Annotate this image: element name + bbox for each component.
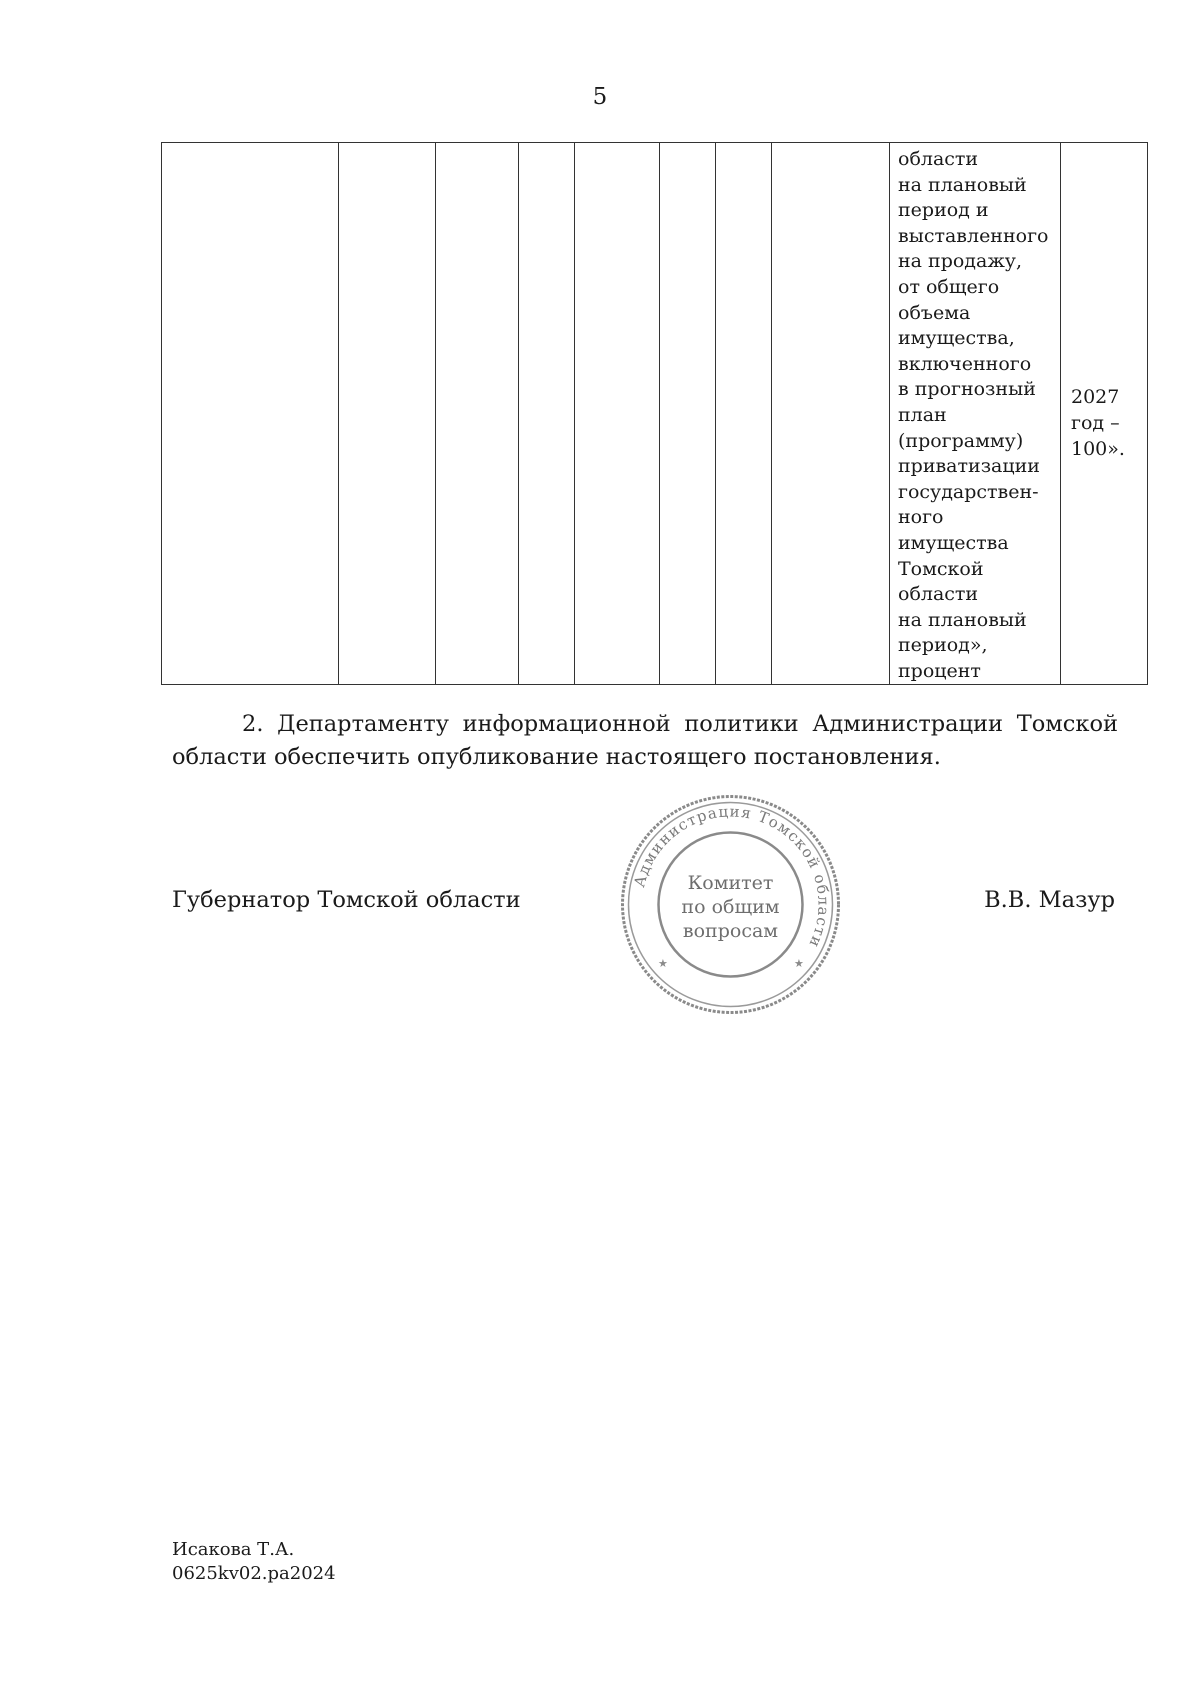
cell-text-line: государствен- (898, 480, 1039, 503)
seal-center-line: вопросам (682, 920, 779, 942)
table-cell-empty (660, 143, 716, 685)
official-seal (618, 792, 843, 1017)
cell-text-line: в прогнозный (898, 378, 1036, 401)
cell-text-line: на плановый (898, 173, 1027, 196)
resolution-paragraph (172, 708, 1118, 774)
cell-text-line: включенного (898, 352, 1032, 375)
footer-document-code: 0625kv02.pa2024 (172, 1563, 336, 1584)
table-cell-empty (162, 143, 339, 685)
cell-text-line: имущества (898, 531, 1009, 554)
cell-text-line: 100». (1071, 437, 1125, 460)
table-cell-empty (772, 143, 890, 685)
seal-ring-text: Администрация Томской области (630, 802, 833, 952)
document-footer (172, 1538, 336, 1586)
table-cell-empty (339, 143, 436, 685)
cell-text-line: области (898, 148, 979, 170)
cell-text-line: процент (898, 659, 981, 682)
cell-text-line: области (898, 583, 979, 606)
page-number: 5 (592, 84, 608, 110)
cell-text-line: приватизации (898, 455, 1040, 478)
signatory-name: В.В. Мазур (984, 887, 1115, 913)
cell-text-line: объема (898, 301, 971, 324)
cell-text-line: год – (1071, 411, 1120, 434)
cell-text-line: от общего (898, 275, 1000, 298)
table-cell-empty (519, 143, 575, 685)
cell-text-line: (программу) (898, 429, 1024, 452)
cell-text-line: период и (898, 199, 989, 222)
document-table (161, 142, 1148, 685)
cell-text-line: период», (898, 634, 988, 657)
seal-center-line: по общим (681, 896, 780, 918)
cell-text-line: на плановый (898, 608, 1027, 631)
signatory-title: Губернатор Томской области (172, 887, 521, 913)
cell-text-line: на продажу, (898, 250, 1023, 273)
cell-text-line: имущества, (898, 327, 1015, 350)
cell-text-line: 2027 (1071, 386, 1120, 409)
cell-text-line: выставленного (898, 224, 1049, 247)
table-row (162, 143, 1148, 685)
seal-star-icon: ★ (794, 957, 804, 970)
table-cell-indicator-description (890, 143, 1061, 685)
seal-star-icon: ★ (658, 957, 668, 970)
cell-text-line: ного (898, 506, 944, 529)
cell-text-line: план (898, 403, 947, 426)
paragraph-line: области обеспечить опубликование настоящего постановления. (172, 744, 941, 770)
table-cell-empty (575, 143, 660, 685)
table-cell-empty (436, 143, 519, 685)
footer-author: Исакова Т.А. (172, 1539, 295, 1560)
table-cell-indicator-value (1061, 143, 1148, 685)
paragraph-line: 2. Департаменту информационной политики Администрации Томской (242, 711, 1118, 737)
seal-center-line: Комитет (687, 872, 774, 894)
cell-text-line: Томской (898, 557, 984, 580)
table-cell-empty (716, 143, 772, 685)
